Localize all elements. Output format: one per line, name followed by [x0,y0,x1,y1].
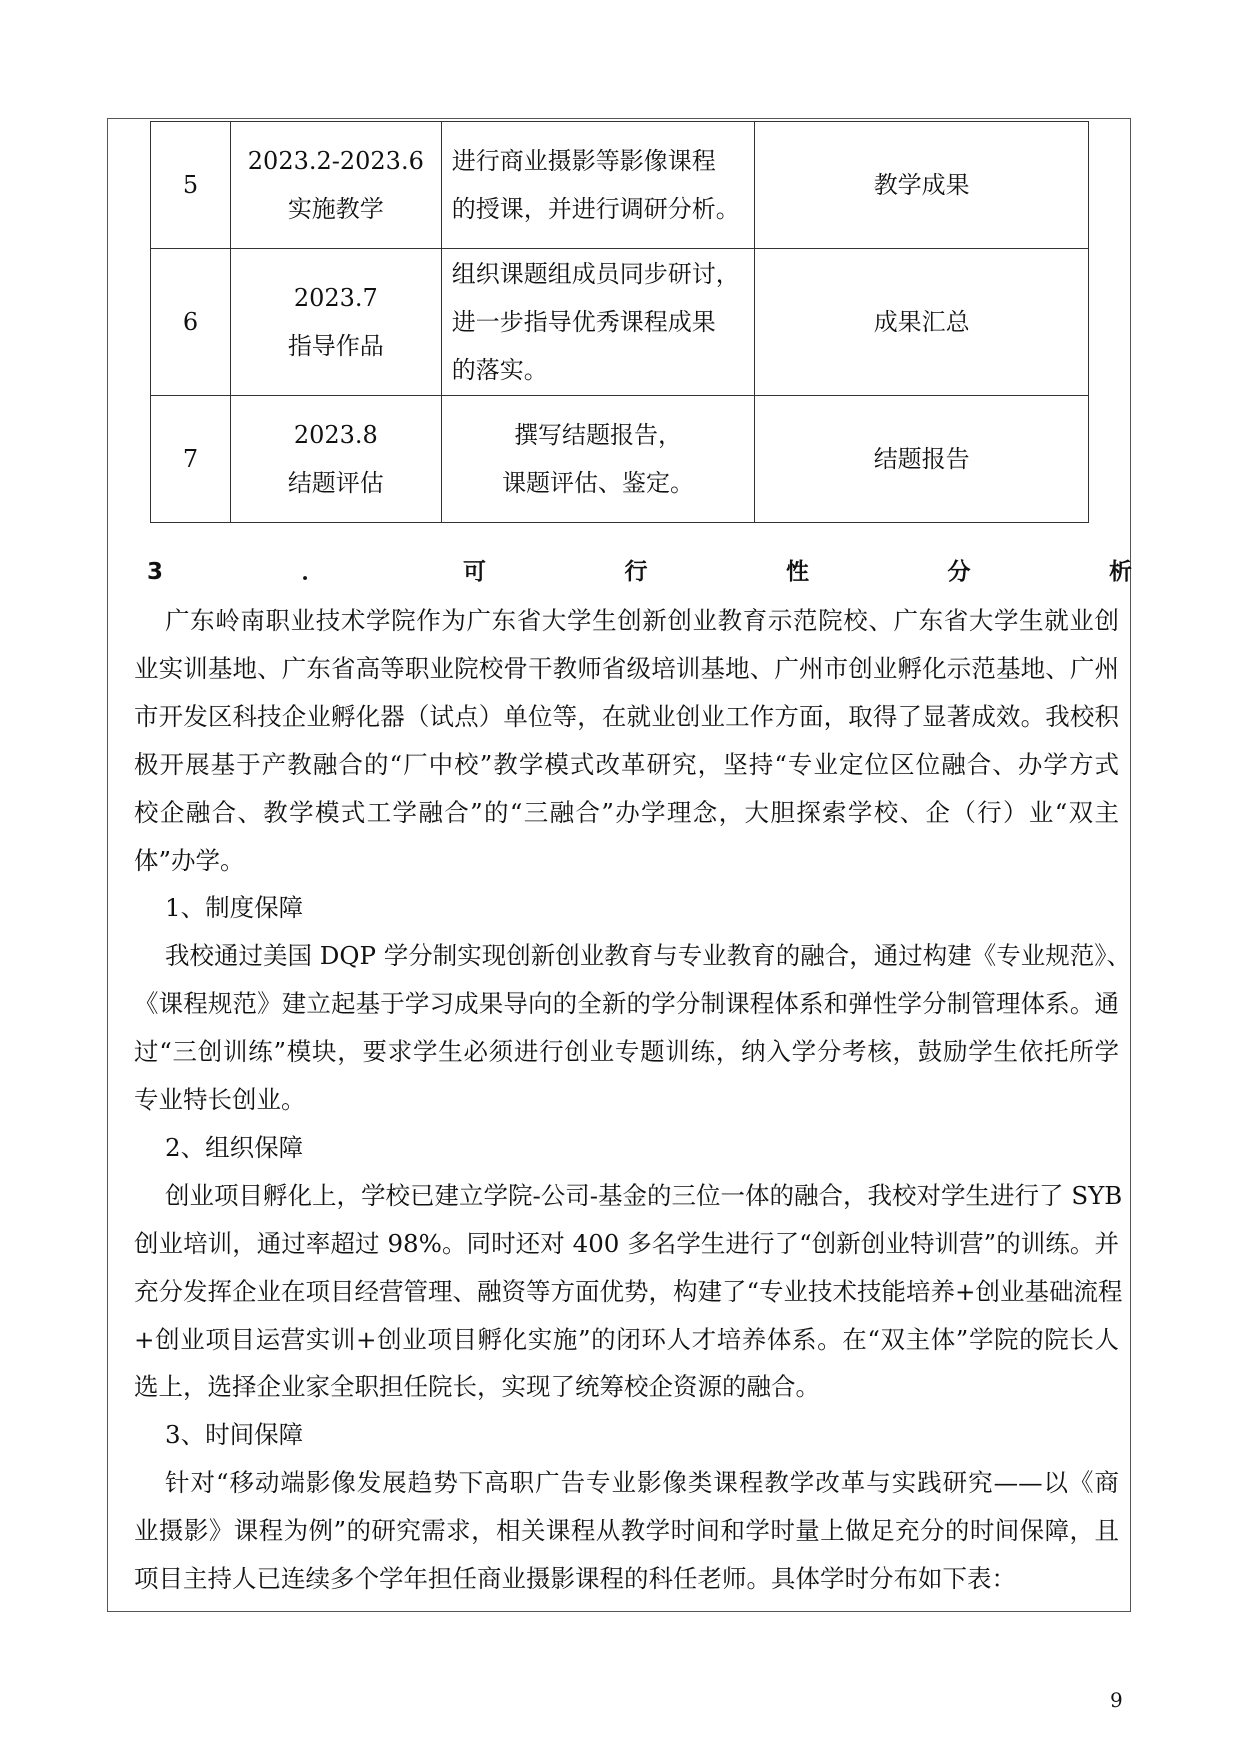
paragraph-line: 充分发挥企业在项目经营管理、融资等方面优势，构建了“专业技术技能培养+创业基础流程 [134,1276,1123,1306]
paragraph-line: 体”办学。 [134,845,245,875]
subheading: 1、制度保障 [165,893,304,923]
paragraph-line: 项目主持人已连续多个学年担任商业摄影课程的科任老师。具体学时分布如下表： [134,1564,1016,1593]
paragraph-line: 校企融合、教学模式工学融合”的“三融合”办学理念，大胆探索学校、企（行）业“双主 [134,797,1119,827]
content-line: 组织课题组成员同步研讨， [451,260,740,288]
schedule-table [150,121,1089,523]
paragraph-line: 业摄影》课程为例”的研究需求，相关课程从教学时间和学时量上做足充分的时间保障，且 [134,1516,1119,1546]
paragraph-line: 针对“移动端影像发展趋势下高职广告专业影像类课程教学改革与实践研究——以《商 [165,1468,1119,1498]
result-cell: 结题报告 [755,396,1089,523]
paragraph-line: 创业培训，通过率超过 98%。同时还对 400 多名学生进行了“创新创业特训营”的训练。并 [134,1228,1119,1258]
content-cell [441,396,755,523]
paragraph-line: 《课程规范》建立起基于学习成果导向的全新的学分制课程体系和弹性学分制管理体系。通 [134,989,1119,1019]
subheading: 2、组织保障 [165,1132,304,1162]
paragraph-line: 广东岭南职业技术学院作为广东省大学生创新创业教育示范院校、广东省大学生就业创 [165,606,1119,635]
content-cell [441,122,755,249]
content-line: 进一步指导优秀课程成果 [451,308,716,336]
paragraph-line: 创业项目孵化上，学校已建立学院-公司-基金的三位一体的融合，我校对学生进行了 SYB [165,1180,1123,1210]
stage-name: 指导作品 [287,332,384,360]
paragraph-line: 选上，选择企业家全职担任院长，实现了统筹校企资源的融合。 [134,1372,820,1402]
table-row [151,396,1089,523]
stage-name: 实施教学 [287,195,384,223]
paragraph-line: 专业特长创业。 [134,1085,306,1114]
stage-cell [230,122,441,249]
subheading: 3、时间保障 [165,1420,304,1450]
result-cell: 成果汇总 [755,249,1089,396]
paragraph-line: 业实训基地、广东省高等职业院校骨干教师省级培训基地、广州市创业孵化示范基地、广州 [134,653,1119,683]
paragraph-line: 极开展基于产教融合的“厂中校”教学模式改革研究，坚持“专业定位区位融合、办学方式 [134,749,1119,779]
stage-period: 2023.8 [293,421,378,449]
content-cell [441,249,755,396]
row-number: 5 [151,122,231,249]
row-number: 7 [151,396,231,523]
stage-period: 2023.7 [293,284,378,312]
paragraph-line: 市开发区科技企业孵化器（试点）单位等，在就业创业工作方面，取得了显著成效。我校积 [134,701,1119,731]
paragraph-line: +创业项目运营实训+创业项目孵化实施”的闭环人才培养体系。在“双主体”学院的院长人 [134,1324,1119,1354]
stage-name: 结题评估 [287,469,384,497]
frame-top-border [107,118,1131,119]
stage-period: 2023.2-2023.6 [247,147,424,175]
page-number: 9 [1110,1688,1123,1712]
row-number: 6 [151,249,231,396]
result-cell: 教学成果 [755,122,1089,249]
stage-cell [230,396,441,523]
stage-cell [230,249,441,396]
content-line: 课题评估、鉴定。 [502,469,695,497]
table-row [151,249,1089,396]
content-line: 的授课，并进行调研分析。 [451,195,740,223]
section-heading: 3．可行性分析 [147,559,1132,585]
content-line: 撰写结题报告， [514,421,683,449]
paragraph-line: 我校通过美国 DQP 学分制实现创新创业教育与专业教育的融合，通过构建《专业规范》、 [165,941,1132,971]
content-line: 的落实。 [451,356,548,384]
content-line: 进行商业摄影等影像课程 [451,147,716,175]
paragraph-line: 过“三创训练”模块，要求学生必须进行创业专题训练，纳入学分考核，鼓励学生依托所学 [134,1037,1119,1067]
table-row [151,122,1089,249]
